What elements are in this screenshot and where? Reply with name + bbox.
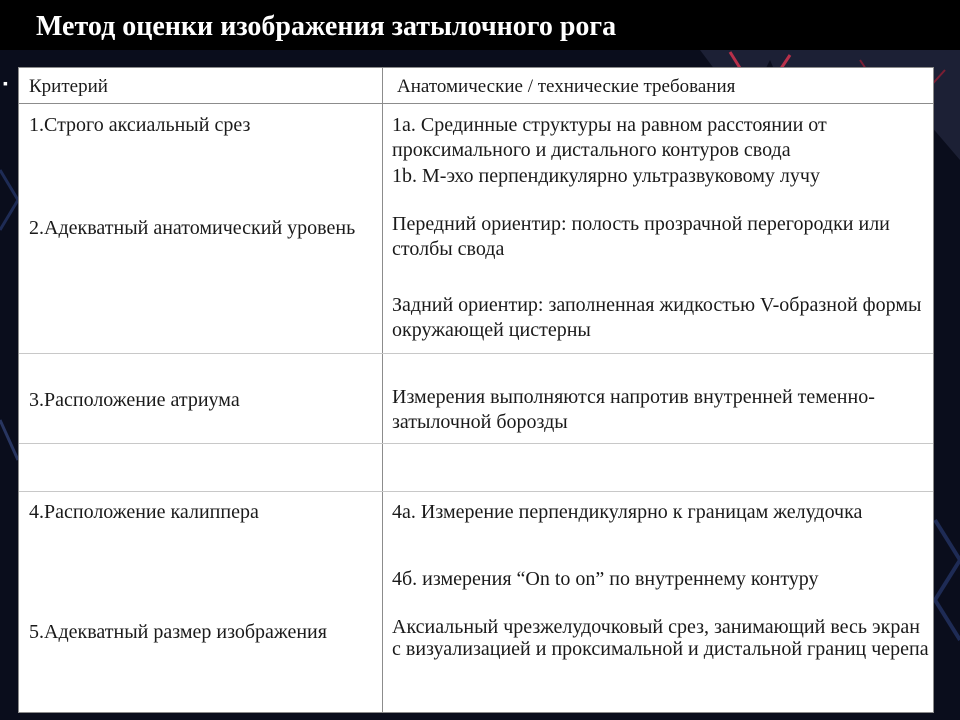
requirement-text: 1a. Срединные структуры на равном расстоянии от проксимального и дистального контуров свода xyxy=(392,114,827,161)
criterion-text: 1.Строго аксиальный срез xyxy=(29,114,251,136)
requirement-text: Измерения выполняются напротив внутренней теменно-затылочной борозды xyxy=(392,386,875,433)
row-divider xyxy=(19,491,933,492)
column-divider xyxy=(382,68,383,712)
requirement-text: 4a. Измерение перпендикулярно к границам желудочка xyxy=(392,501,863,523)
criterion-text: 5.Адекватный размер изображения xyxy=(29,621,327,643)
criterion-text: 3.Расположение атриума xyxy=(29,389,240,411)
row-divider xyxy=(19,353,933,354)
bullet-icon: ▪ xyxy=(3,77,8,92)
criteria-table xyxy=(18,67,934,713)
requirement-text: Аксиальный чрезжелудочковый срез, занимающий весь экран с визуализацией и проксимальной и дистальной границ черепа xyxy=(392,616,929,660)
header-requirements: Анатомические / технические требования xyxy=(397,76,736,97)
header-divider xyxy=(19,103,933,104)
requirement-text: Задний ориентир: заполненная жидкостью V-образной формы окружающей цистерны xyxy=(392,294,922,341)
criterion-text: 2.Адекватный анатомический уровень xyxy=(29,217,356,239)
requirement-text: 1b. М-эхо перпендикулярно ультразвуковому лучу xyxy=(392,165,820,187)
criterion-text: 4.Расположение калиппера xyxy=(29,501,259,523)
header-criterion: Критерий xyxy=(29,76,108,97)
requirement-text: 4б. измерения “On to on” по внутреннему контуру xyxy=(392,568,819,590)
slide-title: Метод оценки изображения затылочного рога xyxy=(36,11,617,42)
requirement-text: Передний ориентир: полость прозрачной перегородки или столбы свода xyxy=(392,213,890,260)
row-divider xyxy=(19,443,933,444)
